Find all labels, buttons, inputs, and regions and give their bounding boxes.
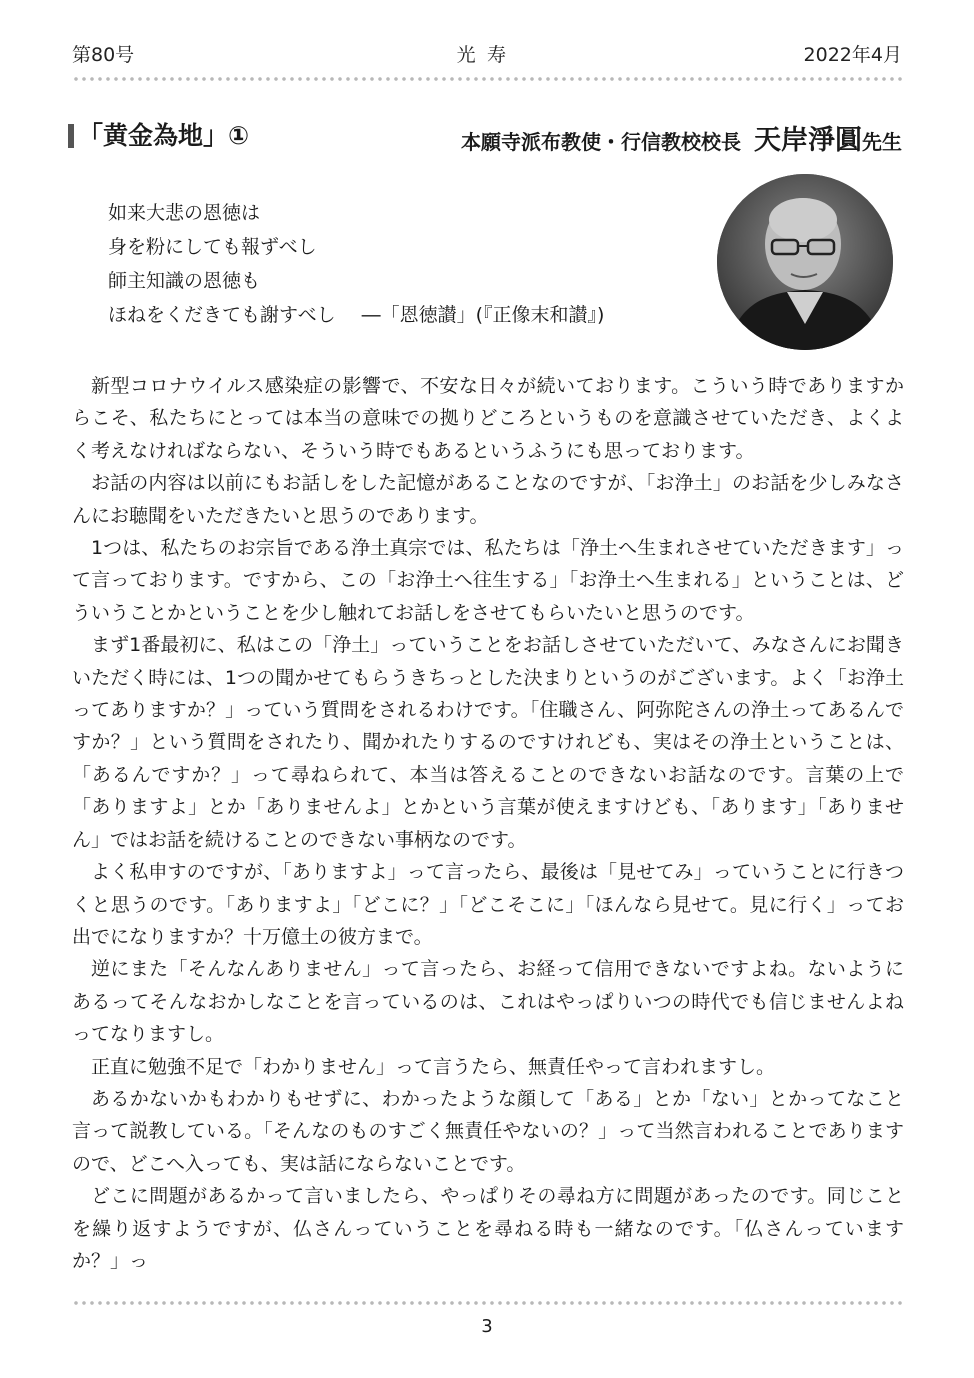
author-suffix: 先生 (862, 130, 902, 154)
poem-line: ほねをくだきても謝すべし (108, 304, 336, 326)
author-name: 天岸淨圓 (754, 125, 862, 156)
author-role: 本願寺派布教使・行信教校校長 (461, 130, 742, 154)
poem-line: 師主知識の恩徳も (108, 270, 261, 292)
author-portrait-image (717, 174, 893, 350)
article-heading (68, 116, 902, 156)
page-number: 3 (481, 1316, 493, 1337)
article-body (72, 370, 904, 1277)
header-divider (72, 76, 902, 82)
publication-name: 光寿 (456, 44, 518, 66)
body-paragraph: お話の内容は以前にもお話しをした記憶があることなのですが、「お浄土」のお話を少しみなさんにお聴聞をいただきたいと思うのであります。 (72, 472, 904, 527)
author-photo (717, 174, 893, 350)
article-title: 「黄金為地」① (78, 121, 250, 150)
page-header (72, 40, 902, 70)
title-marker (68, 124, 74, 148)
opening-poem (108, 196, 604, 332)
body-paragraph: よく私申すのですが、「ありますよ」って言ったら、最後は「見せてみ」っていうことに行きつくと思うのです。「ありますよ」「どこに？」「どこそこに」「ほんなら見せて。見に行く」ってお出でになりますか？十万億土の彼方まで。 (72, 861, 904, 948)
poem-line-with-source (108, 298, 604, 332)
body-paragraph: 1つは、私たちのお宗旨である浄土真宗では、私たちは「浄土へ生まれさせていただきます」って言っております。ですから、この「お浄土へ往生する」「お浄土へ生まれる」ということは、どういうことかということを少し触れてお話しをさせてもらいたいと思うのです。 (72, 537, 904, 624)
body-paragraph: 逆にまた「そんなんありません」って言ったら、お経って信用できないですよね。ないようにあるってそんなおかしなことを言っているのは、これはやっぱりいつの時代でも信じませんよねってなりますし。 (72, 958, 904, 1046)
poem-line: 如来大悲の恩徳は (108, 202, 261, 224)
body-paragraph: 新型コロナウイルス感染症の影響で、不安な日々が続いております。こういう時でありますからこそ、私たちにとっては本当の意味での拠りどころというものを意識させていただき、よくよく考えなければならない、そういう時でもあるというふうにも思っております。 (72, 375, 904, 462)
body-paragraph: まず1番最初に、私はこの「浄土」っていうことをお話しさせていただいて、みなさんにお聞きいただく時には、1つの聞かせてもらうきちっとした決まりというのがございます。よく「お浄土ってありますか？」っていう質問をされるわけです。「住職さん、阿弥陀さんの浄土ってあるんですか？」という質問をされたり、聞かれたりするのですけれども、実はその浄土ということは、「あるんですか？」って尋ねられて、本当は答えることのできないお話なのです。言葉の上で「ありますよ」とか「ありませんよ」とかという言葉が使えますけども、「あります」「ありません」ではお話を続けることのできない事柄なのです。 (72, 634, 904, 851)
author-byline (461, 118, 902, 157)
body-paragraph: 正直に勉強不足で「わかりません」って言うたら、無責任やって言われますし。 (91, 1055, 776, 1078)
poem-line: 身を粉にしても報ずべし (108, 236, 317, 258)
body-paragraph: どこに問題があるかって言いましたら、やっぱりその尋ね方に問題があったのです。同じことを繰り返すようですが、仏さんっていうことを尋ねる時も一緒なのです。「仏さんっていますか？」っ (72, 1185, 904, 1272)
poem-source: ―「恩徳讃」(『正像末和讃』) (361, 304, 605, 326)
issue-date: 2022年4月 (803, 44, 902, 66)
body-paragraph: あるかないかもわかりもせずに、わかったような顔して「ある」とか「ない」とかってなこと言って説教している。「そんなのものすごく無責任やないの？」って当然言われることでありますので、どこへ入っても、実は話にならないことです。 (72, 1087, 904, 1175)
issue-number: 第80号 (72, 44, 135, 66)
footer-divider (72, 1300, 902, 1306)
